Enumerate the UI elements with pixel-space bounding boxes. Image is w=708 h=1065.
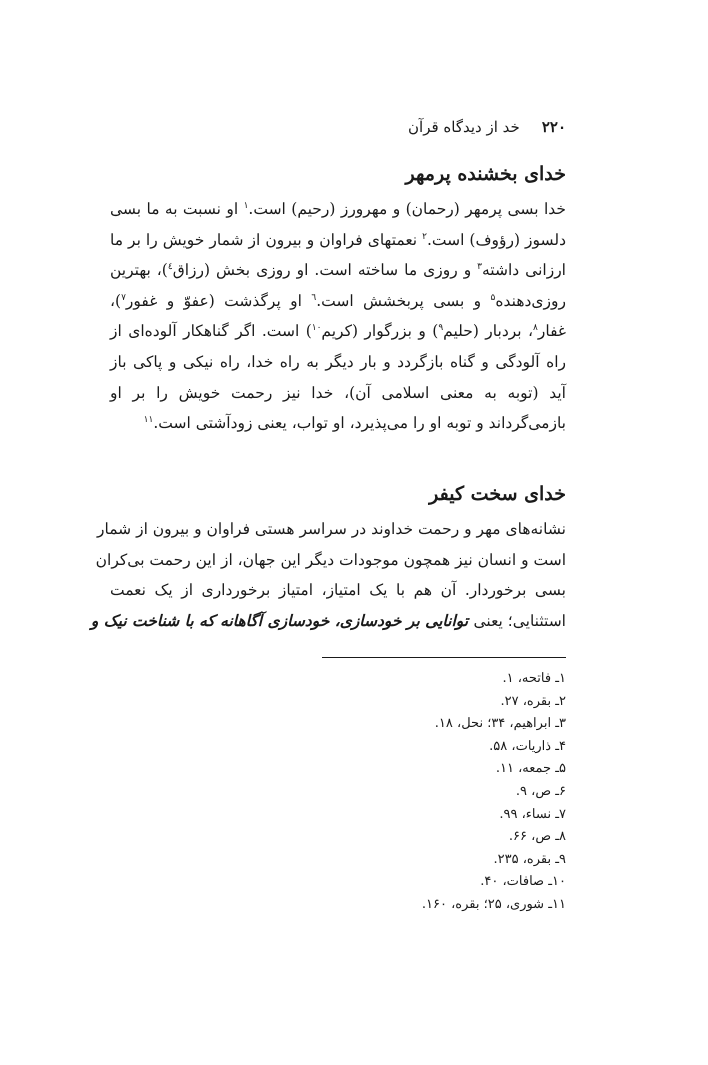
emphasized-text: توانایی بر خودسازی، خودسازی آگاهانه که با شناخت نیک و <box>90 610 474 630</box>
footnote-ref: ۱ <box>243 200 249 211</box>
footnote: ۹ـ بقره، ۲۳۵. <box>493 851 566 867</box>
footnote-ref: ۵ <box>490 292 496 303</box>
footnote-ref: ٦ <box>311 292 317 303</box>
footnote-ref: ۸ <box>533 323 538 334</box>
text-line: راه آلودگی و گناه بازگردد و بار دیگر به راه خدا، راه نیکی و پاکی باز <box>110 352 566 371</box>
footnote: ۴ـ ذاریات، ۵۸. <box>489 738 566 754</box>
footnote-ref: ۲ <box>422 231 427 242</box>
running-title: خد از دیدگاه قرآن <box>408 118 520 136</box>
footnote-ref: ۱۱ <box>143 415 154 425</box>
section-heading: خدای بخشنده پرمهر <box>405 163 566 185</box>
footnote-ref: ۱۰ <box>311 323 322 334</box>
section-heading: خدای سخت کیفر <box>429 483 566 505</box>
footnote-ref: ۷ <box>121 292 126 303</box>
running-header <box>408 118 566 136</box>
text-line: استثنایی؛ یعنی توانایی بر خودسازی، خودسازی آگاهانه که با شناخت نیک و <box>90 610 566 630</box>
section-merciful-god <box>110 160 566 439</box>
footnote: ۱ـ فاتحه، ۱. <box>502 671 566 686</box>
footnote-ref: ۹ <box>438 323 444 334</box>
footnote: ۵ـ جمعه، ۱۱. <box>495 761 566 777</box>
text-line: ارزانی داشته$^۳$ و روزی ما ساخته است. او روزی بخش (رزاق$^٤$)، بهترین <box>110 261 566 280</box>
footnote-ref: ۳ <box>477 262 482 273</box>
paragraph <box>110 194 566 439</box>
text-line: بازمی‌گرداند و توبه او را می‌پذیرد، او تواب، یعنی زودآشتی است.$^{۱۱}$ <box>143 414 566 433</box>
footnote: ۱۰ـ صافات، ۴۰. <box>480 874 566 890</box>
text-line: است و انسان نیز همچون موجودات دیگر این جهان، از این رحمت بی‌کران <box>95 550 566 569</box>
footnote: ۶ـ ص، ۹. <box>515 783 566 799</box>
paragraph <box>90 514 566 636</box>
text-line: نشانه‌های مهر و رحمت خداوند در سراسر هستی فراوان و بیرون از شمار <box>97 520 566 538</box>
text-line: غفار$^۸$، بردبار (حلیم$^۹$) و بزرگوار (کریم$^{۱۰}$) است. اگر گناهکار آلوده‌ای از <box>110 322 567 341</box>
footnote: ۸ـ ص، ۶۶. <box>508 829 566 845</box>
text-line: روزی‌دهنده$^۵$ و بسی پربخشش است.$^٦$ او پرگذشت (عفوّ و غفور$^۷$)، <box>110 291 566 310</box>
text-line: خدا بسی پرمهر (رحمان) و مهرورز (رحیم) است.$^۱$ او نسبت به ما بسی <box>110 200 566 218</box>
footnote: ۳ـ ابراهیم، ۳۴؛ نحل، ۱۸. <box>434 716 566 732</box>
footnotes-list <box>422 668 566 917</box>
footnote: ۲ـ بقره، ۲۷. <box>500 693 566 709</box>
text-line: بسی برخوردار. آن هم با یک امتیاز، امتیاز برخورداری از یک نعمت <box>110 581 566 600</box>
footnote: ۱۱ـ شوری، ۲۵؛ بقره، ۱۶۰. <box>421 896 566 912</box>
page-number: ۲۲۰ <box>541 118 566 136</box>
footnote-separator <box>322 657 566 658</box>
text-line: دلسوز (رؤوف) است.$^۲$ نعمتهای فراوان و بیرون از شمار خویش را بر ما <box>110 230 566 249</box>
text-line: آید (توبه به معنی اسلامی آن)، خدا نیز رحمت خویش را بر او <box>110 383 566 402</box>
footnote-ref: ٤ <box>167 262 173 273</box>
footnote: ۷ـ نساء، ۹۹. <box>499 806 566 822</box>
section-severe-god <box>90 480 566 636</box>
